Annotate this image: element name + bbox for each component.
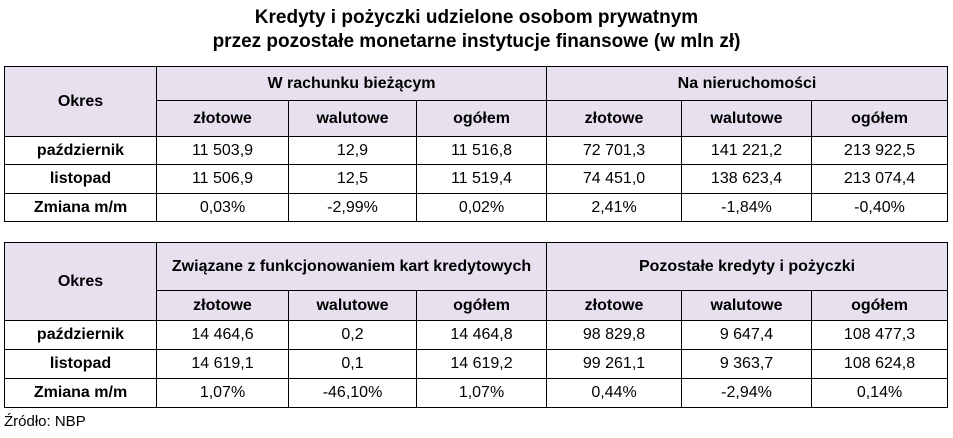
table-cell: 0,1	[289, 350, 417, 379]
subheader-total: ogółem	[812, 291, 948, 321]
group-header-credit-cards: Związane z funkcjonowaniem kart kredytowych	[157, 243, 547, 291]
table-cell: 9 647,4	[682, 321, 812, 350]
table-cell: -1,84%	[682, 194, 812, 222]
table-cell: 1,07%	[417, 379, 547, 408]
table-cell: 11 506,9	[157, 165, 289, 194]
table-cell: 0,2	[289, 321, 417, 350]
period-header: Okres	[5, 67, 157, 137]
table-cell: 14 619,1	[157, 350, 289, 379]
row-label: listopad	[5, 350, 157, 379]
group-header-other-loans: Pozostałe kredyty i pożyczki	[547, 243, 948, 291]
group-header-real-estate: Na nieruchomości	[547, 67, 948, 101]
table-cell: 11 516,8	[417, 137, 547, 165]
table-row	[5, 321, 948, 350]
table-cell: 74 451,0	[547, 165, 682, 194]
subheader-pln: złotowe	[157, 291, 289, 321]
subheader-pln: złotowe	[157, 101, 289, 137]
table-row	[5, 165, 948, 194]
page-subtitle: przez pozostałe monetarne instytucje finansowe (w mln zł)	[212, 31, 741, 52]
table-cell: 11 519,4	[417, 165, 547, 194]
table-cell: 98 829,8	[547, 321, 682, 350]
table-cell: 2,41%	[547, 194, 682, 222]
table-cell: 138 623,4	[682, 165, 812, 194]
group-header-current-account: W rachunku bieżącym	[157, 67, 547, 101]
table-cell: 0,44%	[547, 379, 682, 408]
table-cell: -2,99%	[289, 194, 417, 222]
row-label: Zmiana m/m	[5, 379, 157, 408]
row-label: październik	[5, 321, 157, 350]
source-note: Źródło: NBP	[4, 413, 86, 430]
table-cell: 72 701,3	[547, 137, 682, 165]
table-cell: 14 619,2	[417, 350, 547, 379]
credit-table-cards-and-other	[4, 242, 948, 408]
table-cell: -0,40%	[812, 194, 948, 222]
table-row	[5, 379, 948, 408]
subheader-total: ogółem	[417, 291, 547, 321]
table-cell: 11 503,9	[157, 137, 289, 165]
subheader-fx: walutowe	[289, 101, 417, 137]
table-cell: 99 261,1	[547, 350, 682, 379]
table-cell: 0,14%	[812, 379, 948, 408]
subheader-total: ogółem	[812, 101, 948, 137]
table-row	[5, 350, 948, 379]
table-cell: 12,5	[289, 165, 417, 194]
table-cell: 0,02%	[417, 194, 547, 222]
row-label: listopad	[5, 165, 157, 194]
table-cell: -2,94%	[682, 379, 812, 408]
credit-table-current-and-real-estate	[4, 66, 948, 222]
subheader-total: ogółem	[417, 101, 547, 137]
table-cell: 141 221,2	[682, 137, 812, 165]
table-cell: 1,07%	[157, 379, 289, 408]
subheader-fx: walutowe	[682, 291, 812, 321]
table-row	[5, 137, 948, 165]
table-cell: 108 624,8	[812, 350, 948, 379]
row-label: październik	[5, 137, 157, 165]
subheader-pln: złotowe	[547, 291, 682, 321]
table-cell: 14 464,8	[417, 321, 547, 350]
table-cell: 108 477,3	[812, 321, 948, 350]
table-cell: 9 363,7	[682, 350, 812, 379]
table-cell: 14 464,6	[157, 321, 289, 350]
subheader-pln: złotowe	[547, 101, 682, 137]
table-cell: 213 074,4	[812, 165, 948, 194]
period-header: Okres	[5, 243, 157, 321]
table-cell: 0,03%	[157, 194, 289, 222]
page-title: Kredyty i pożyczki udzielone osobom prywatnym	[254, 7, 699, 28]
table-cell: -46,10%	[289, 379, 417, 408]
table-cell: 12,9	[289, 137, 417, 165]
subheader-fx: walutowe	[682, 101, 812, 137]
table-row	[5, 194, 948, 222]
row-label: Zmiana m/m	[5, 194, 157, 222]
table-cell: 213 922,5	[812, 137, 948, 165]
subheader-fx: walutowe	[289, 291, 417, 321]
